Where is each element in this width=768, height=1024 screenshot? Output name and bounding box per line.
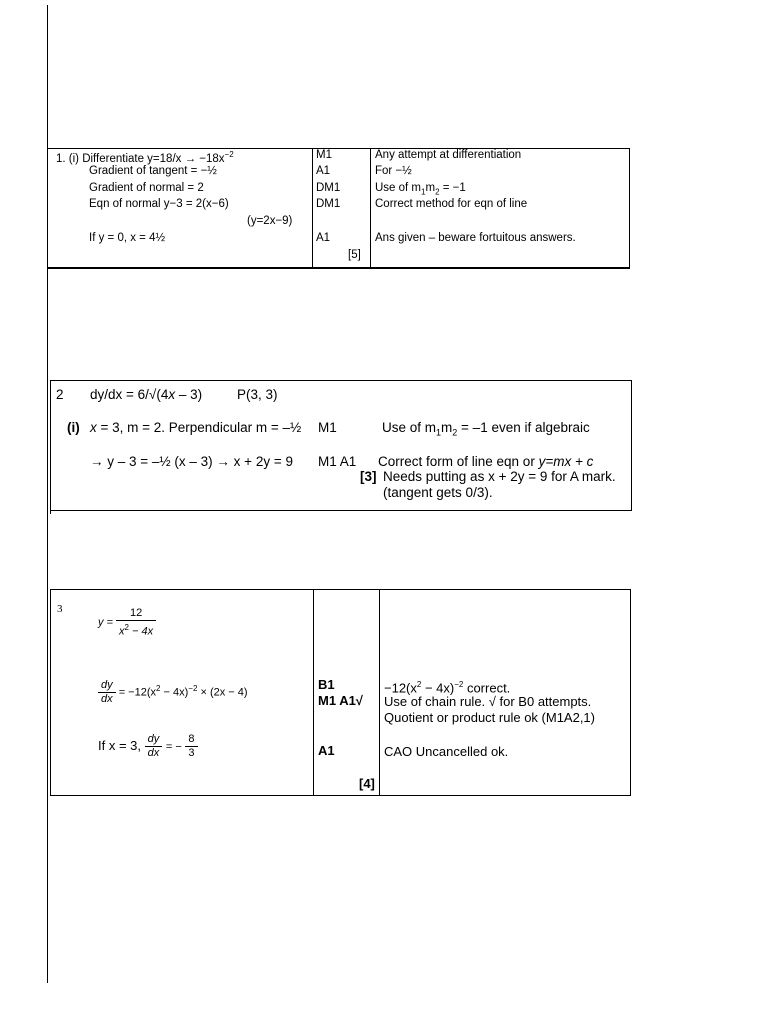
q3-note-3: Quotient or product rule ok (M1A2,1) xyxy=(384,710,595,725)
q1-step-eqn-normal: Eqn of normal y−3 = 2(x−6) xyxy=(89,198,229,210)
column-divider-notes xyxy=(379,589,380,796)
table-border-bottom xyxy=(48,267,630,269)
q3-number: 3 xyxy=(57,603,63,615)
q1-note-1: Any attempt at differentiation xyxy=(375,149,522,161)
q2-step-gradient: x = 3, m = 2. Perpendicular m = –½ xyxy=(90,420,302,435)
q3-derivative-fraction: $\frac{dy}{dx}$ xyxy=(98,679,116,706)
q3-mark-b1: B1 xyxy=(318,677,335,692)
q1-total-marks: [5] xyxy=(348,249,361,261)
q2-step-line-eqn: → y – 3 = –½ (x – 3) → x + 2y = 9 xyxy=(90,454,293,469)
q1-mark-4: DM1 xyxy=(316,198,341,210)
table-border-right xyxy=(629,148,630,269)
question-2-table xyxy=(50,380,632,514)
q1-simplified-eqn: (y=2x−9) xyxy=(247,215,293,227)
q1-mark-1: M1 xyxy=(316,149,332,161)
q1-mark-5: A1 xyxy=(316,232,331,244)
q3-mark-m1a1: M1 A1√ xyxy=(318,693,363,708)
table-border-bottom xyxy=(50,510,632,511)
table-border-left xyxy=(50,380,51,514)
q1-note-4: Correct method for eqn of line xyxy=(375,198,528,210)
column-divider-marks xyxy=(312,148,313,269)
q1-note-2: For −½ xyxy=(375,165,412,177)
q2-note-2: Correct form of line eqn or y=mx + c xyxy=(378,454,594,469)
q2-part-label: (i) xyxy=(67,420,80,435)
q3-derivative: $\frac{dy}{dx}$ = $-12(x^2 - 4x)^{-2} \times (2x - 4)$ xyxy=(98,679,248,706)
q3-total-marks: [4] xyxy=(359,776,375,791)
column-divider-marks xyxy=(313,589,314,796)
q2-number: 2 xyxy=(56,387,64,402)
q1-mark-2: A1 xyxy=(316,165,331,177)
q3-result-fraction: $\frac{8}{3}$ xyxy=(185,733,197,760)
q1-step-normal: Gradient of normal = 2 xyxy=(89,182,204,194)
q3-note-2: Use of chain rule. √ for B0 attempts. xyxy=(384,694,592,709)
q2-note-1: Use of $m_1m_2 = -1$ even if algebraic xyxy=(382,420,590,438)
q1-step-intercept: If y = 0, x = 4½ xyxy=(89,232,166,244)
q1-step-differentiate: 1. (i) Differentiate $y=18/x \to -18x^{-2}$ xyxy=(56,150,234,165)
q3-mark-a1: A1 xyxy=(318,743,335,758)
q1-mark-3: DM1 xyxy=(316,182,341,194)
q2-total-marks: [3] xyxy=(360,469,377,484)
q3-note-4: CAO Uncancelled ok. xyxy=(384,744,509,759)
q2-given-derivative: dy/dx = 6/√(4x – 3) xyxy=(90,387,203,402)
table-border-top xyxy=(50,380,632,381)
q2-mark-1: M1 xyxy=(318,420,337,435)
q1-step-tangent: Gradient of tangent = −½ xyxy=(89,165,217,177)
question-1-table xyxy=(48,148,630,269)
table-border-right xyxy=(631,380,632,511)
q2-mark-2: M1 A1 xyxy=(318,454,357,469)
q2-note-3: Needs putting as x + 2y = 9 for A mark. xyxy=(383,469,616,484)
q1-note-5: Ans given – beware fortuitous answers. xyxy=(375,232,576,244)
column-divider-notes xyxy=(370,148,371,269)
q1-note-3: Use of $m_1m_2 = -1$ xyxy=(375,182,466,197)
q3-given-function: y = $\frac{12}{x^2 - 4x}$ xyxy=(98,607,156,639)
q2-note-4: (tangent gets 0/3). xyxy=(383,485,493,500)
q3-function-fraction: $\frac{12}{x^2 - 4x}$ xyxy=(116,607,156,639)
q3-substitution: If x = 3, $\frac{dy}{dx}$ = − $\frac{8}{3}$ xyxy=(98,733,198,760)
q3-result-derivative: $\frac{dy}{dx}$ xyxy=(145,733,163,760)
q2-point: P(3, 3) xyxy=(237,387,278,402)
question-3-table xyxy=(50,589,631,797)
q3-note-1: $-12(x^2 - 4x)^{-2}$ correct. xyxy=(384,680,511,696)
